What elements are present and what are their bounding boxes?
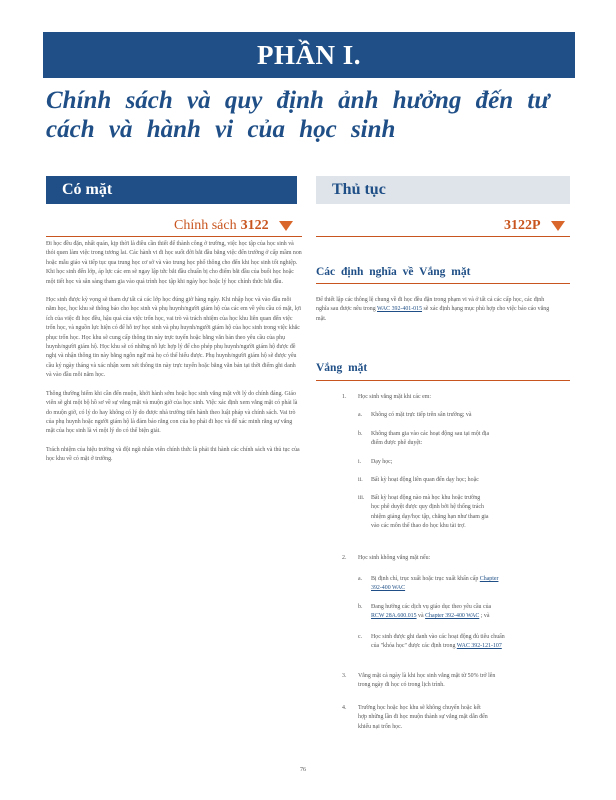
list-item-text: Bị định chỉ, trục xuất hoặc trục xuất khẩn cấp	[371, 576, 479, 582]
policy-number: 3122	[240, 218, 269, 233]
rcw-link[interactable]: RCW 28A.600.015	[371, 613, 417, 620]
definitions-text-1: Để thiết lập các thông lệ chung về đi học đều đặn trong phạm vi và ở tất cả các cấp học, các định nghĩa sau được nêu trong	[316, 297, 545, 313]
triangle-down-icon	[279, 221, 293, 231]
list-item	[371, 575, 501, 594]
list-item: Học sinh không vắng mặt nếu:	[358, 555, 431, 561]
chapter-link[interactable]: Chapter 392-400 WAC	[425, 613, 480, 620]
divider	[316, 283, 570, 284]
policy-label	[174, 218, 293, 234]
list-item-text: Đang hưởng các dịch vụ giáo dục theo yêu cầu của	[371, 604, 492, 610]
list-item: Bất kỳ hoạt động liên quan đến dạy học; hoặc	[371, 477, 479, 483]
procedure-number: 3122P	[504, 218, 541, 233]
policy-body	[46, 240, 302, 474]
part-banner: PHẦN I.	[43, 32, 575, 78]
list-item-text: Học sinh được ghi danh vào các hoạt động đủ tiêu chuẩn của "khóa học" được các định trong	[371, 634, 505, 650]
divider	[46, 236, 302, 237]
list-item-text: ; và	[480, 613, 490, 620]
absence-heading: Vắng mặt	[316, 362, 368, 374]
list-marker: 1.	[342, 394, 347, 400]
list-item: Học sinh vắng mặt khi các em:	[358, 394, 431, 400]
definitions-heading: Các định nghĩa về Vắng mặt	[316, 266, 471, 278]
list-marker: a.	[358, 412, 363, 418]
paragraph: Thông thường hiếm khi cần đến muộn, khởi hành sớm hoặc học sinh vắng mặt với lý do chính đáng. Giáo viên sẽ ghi một bộ hồ sơ về sự vắng mặt và muộn giờ của học sinh. Việc xác định xem vắng mặt có phải là do muộn giờ, có lý do hay không có lý do được nhà trường tiến hành theo luật pháp và chính sách. Vai trò của phụ huynh hoặc người giám hộ là đảm bảo rằng con của họ phải đi học và để xác minh rằng sự vắng mặt của học sinh là vì một lý do có thể biện giải.	[46, 390, 298, 435]
wac-link[interactable]: WAC 392-401-015	[377, 306, 423, 313]
list-item: Không tham gia vào các hoạt động sau tại một địa điểm được phê duyệt:	[371, 431, 490, 447]
section-heading-procedure: Thủ tục	[316, 176, 570, 204]
page-number: 76	[300, 767, 306, 773]
list-item: Dạy học;	[371, 459, 393, 465]
paragraph: Đi học đều đặn, nhất quán, kịp thời là điều cần thiết để thành công ở trường, việc học tập của học sinh và thói quen làm việc trong tương lai. Các hành vi đi học suốt đời bắt đầu bằng việc đến trường ở cấp mầm non hoặc mẫu giáo và tiếp tục qua trung học cơ sở và vào trung học phổ thông cho đến khi học sinh tốt nghiệp. Khi học sinh đến lớp, áp lực các em sẽ ngay lập tức bắt đầu chuẩn bị cho điểm bắt đầu của buổi học hoặc một tiết học và sẵn sàng tham gia vào quá trình học tập khi ngày học hoặc lý học chính thức bắt đầu.	[46, 241, 302, 285]
list-marker: 4.	[342, 705, 347, 711]
definitions-text	[316, 296, 556, 324]
list-item: Vắng mặt cả ngày là khi học sinh vắng mặt từ 50% trở lên trong ngày đi học có trong lịch trình.	[358, 673, 496, 689]
list-item: Không có mặt trực tiếp trên sân trường; và	[371, 412, 472, 418]
list-item: Bất kỳ hoạt động nào mà học khu hoặc trường học phê duyệt được quy định bởi hệ thống trách nhiệm giảng dạy/học tập, chẳng hạn như tham gia vào các môn thể thao do học khu tài trợ.	[371, 495, 489, 530]
list-item	[371, 603, 571, 622]
paragraph: Trách nhiệm của hiệu trưởng và đội ngũ nhân viên chính thức là phải thi hành các chính sách và thủ tục của học khu về có mặt ở trường.	[46, 446, 300, 463]
divider	[316, 380, 570, 381]
list-marker: c.	[358, 634, 363, 640]
list-marker: ii.	[358, 477, 363, 483]
list-item: Trường học hoặc học khu sẽ không chuyển hoặc kết hợp những lần đi học muộn thành sự vắng mặt dẫn đến khiếu nại trốn học.	[358, 705, 488, 730]
list-marker: iii.	[358, 495, 365, 501]
list-marker: b.	[358, 604, 363, 610]
list-marker: 2.	[342, 555, 347, 561]
list-marker: a.	[358, 576, 363, 582]
divider	[316, 236, 570, 237]
list-item	[371, 633, 511, 652]
list-marker: i.	[358, 459, 362, 465]
chapter-link[interactable]: Chapter 392-400 WAC	[371, 576, 499, 592]
triangle-down-icon	[551, 221, 565, 231]
list-marker: 3.	[342, 673, 347, 679]
policy-label-text: Chính sách	[174, 218, 237, 233]
definitions-text-2: sẽ xác định hạng mục phù hợp cho việc báo cáo vắng mặt.	[316, 306, 550, 322]
wac-link[interactable]: WAC 392-121-107	[456, 643, 502, 650]
list-marker: b.	[358, 431, 363, 437]
procedure-label	[500, 218, 565, 234]
list-item-text: và	[418, 613, 424, 620]
paragraph: Học sinh được kỳ vọng sẽ tham dự tất cả các lớp học đúng giờ hàng ngày. Khi nhập học và vào đầu mỗi năm học, học khu sẽ thông báo cho học sinh và phụ huynh/người giám hộ của các em về yêu cầu có mặt, lợi ích của việc đi học đều, hậu quả của việc trốn học, vai trò và trách nhiệm của học khu liên quan đến việc trốn học, và nguồn lực hiện có để hỗ trợ học sinh và phụ huynh/người giám hộ của học sinh trong việc khắc phục trốn học. Học khu sẽ cung cấp thông tin này trực tuyến hoặc bằng văn bản theo yêu cầu của phụ huynh/người giám hộ. Học khu sẽ có những nỗ lực hợp lý để cho phép phụ huynh/người giám hộ được đề nghị và nhận thông tin này bằng ngôn ngữ mà họ có thể hiểu được. Phụ huynh/người giám hộ sẽ được yêu cầu ký ngày tháng và xác nhận xem xét thông tin này trực tuyến hoặc bằng văn bản tại thời điểm ghi danh và vào đầu mỗi năm học.	[46, 297, 301, 379]
main-title: Chính sách và quy định ảnh hưởng đến tư cách và hành vi của học sinh	[46, 87, 550, 143]
section-heading-attendance: Có mặt	[46, 176, 297, 204]
